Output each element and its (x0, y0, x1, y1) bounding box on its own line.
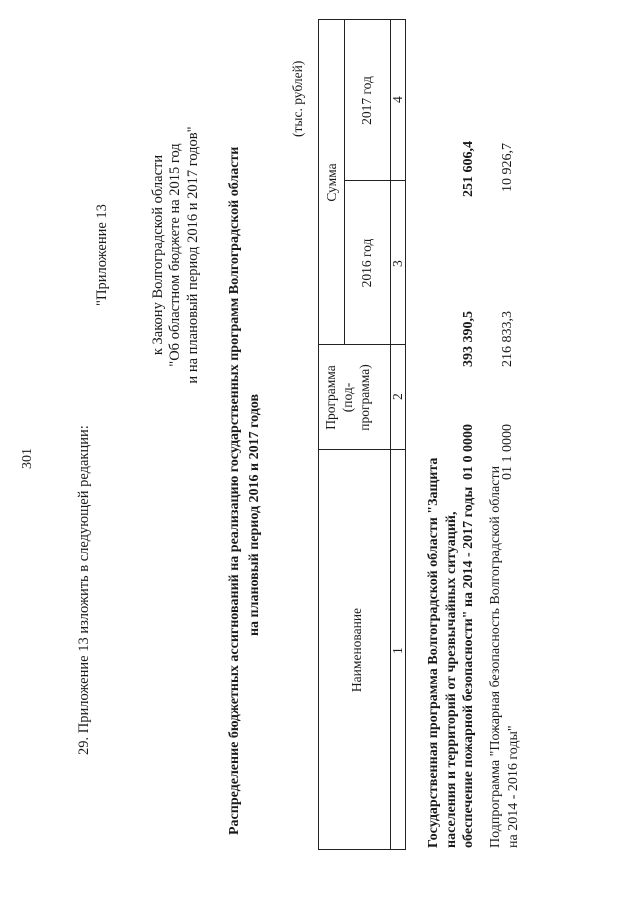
header-program-line-3: программа) (357, 364, 372, 431)
col-number-4: 4 (390, 96, 405, 103)
row-value-2016: 216 833,3 (500, 311, 515, 367)
appendix-title: "Приложение 13 (94, 204, 110, 306)
budget-table-header (318, 20, 408, 850)
appendix-law-ref: к Закону Волгоградской области (149, 154, 166, 356)
table-header-bottom (405, 20, 406, 850)
title-line-1: Распределение бюджетных ассигнований на реализацию государственных программ Волгоградской области (227, 146, 242, 835)
row-name-line-2: населения и территорий от чрезвычайных ситуаций, (443, 511, 459, 848)
row-name-line-1: Государственная программа Волгоградской области "Защита (426, 457, 441, 848)
row-name (487, 466, 522, 848)
row-program-code: 01 1 0000 (500, 424, 515, 480)
table-sum-divider (344, 20, 345, 345)
header-name: Наименование (349, 607, 364, 693)
header-program-line-2: (под- (340, 382, 355, 413)
col-number-2: 2 (390, 393, 405, 400)
document-title (225, 146, 265, 835)
table-colnum-divider (390, 20, 391, 850)
row-value-2016: 393 390,5 (461, 311, 476, 367)
row-name (425, 458, 478, 848)
header-year-2016: 2016 год (359, 238, 374, 288)
header-sum: Сумма (324, 163, 339, 202)
page-number: 301 (20, 448, 35, 469)
table-top-border (318, 20, 319, 850)
appendix-header (94, 65, 202, 445)
row-name-line-3: обеспечение пожарной безопасности" на 2014 - 2017 годы (461, 486, 476, 848)
row-name-line-1: Подпрограмма "Пожарная безопасность Волгоградской области (488, 465, 503, 848)
intro-text: 29. Приложение 13 изложить в следующей редакции: (76, 425, 92, 755)
appendix-law-name: "Об областном бюджете на 2015 год (167, 143, 183, 367)
appendix-law-period: и на плановый период 2016 и 2017 годов" (184, 126, 201, 384)
col-number-3: 3 (390, 260, 405, 267)
header-year-2017: 2017 год (359, 76, 374, 125)
row-value-2017: 251 606,4 (461, 141, 476, 197)
title-line-2: на плановый период 2016 и 2017 годов (247, 393, 262, 637)
row-value-2017: 10 926,7 (500, 143, 515, 192)
row-name-line-2: на 2014 - 2016 годы" (505, 725, 521, 848)
unit-note: (тыс. рублей) (290, 60, 305, 137)
table-col-divider-3 (344, 180, 406, 181)
col-number-1: 1 (390, 647, 405, 654)
row-program-code: 01 0 0000 (461, 424, 476, 480)
header-program-line-1: Программа (323, 365, 338, 430)
header-program (322, 345, 373, 450)
